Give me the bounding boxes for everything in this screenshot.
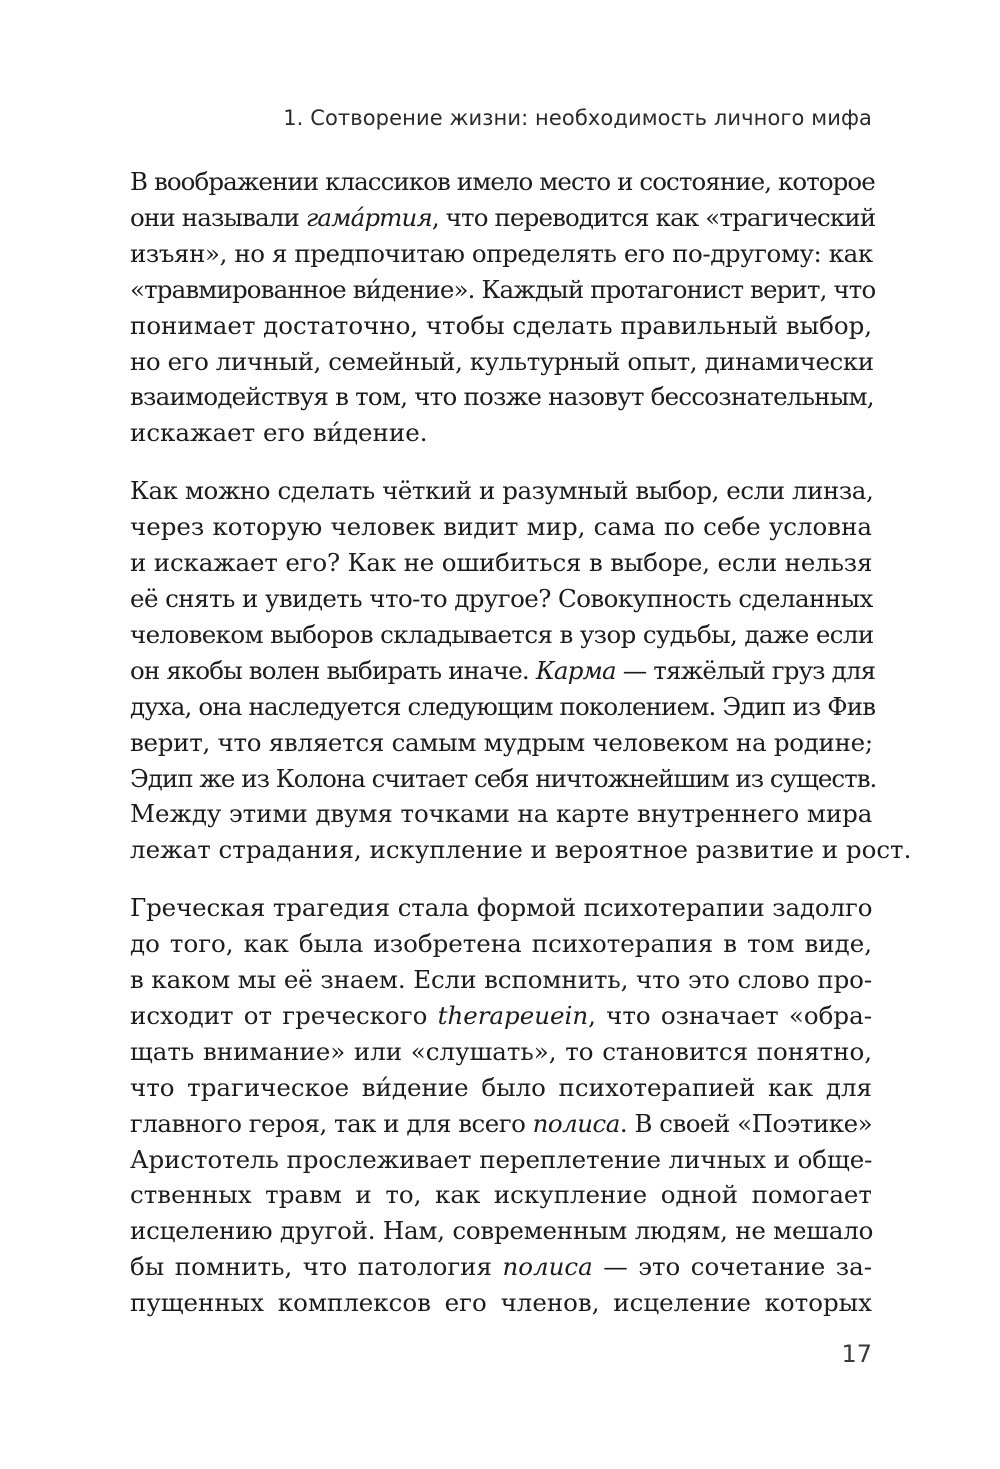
text-line <box>130 344 872 380</box>
text-line <box>130 1213 872 1249</box>
text-run: Между этими двумя точками на карте внутреннего мира <box>130 799 873 829</box>
text-run: искажает его ви́дение. <box>130 418 428 448</box>
paragraph <box>130 473 912 868</box>
text-run: но его личный, семейный, культурный опыт, динамически <box>130 346 874 376</box>
text-line <box>130 725 872 761</box>
page-number: 17 <box>841 1340 872 1368</box>
text-run: через которую человек видит мир, сама по себе условна <box>130 512 872 542</box>
paragraph <box>130 164 876 451</box>
text-line <box>130 415 872 451</box>
text-run: взаимодействуя в том, что позже назовут бессознательным, <box>130 382 874 412</box>
italic-term: therapeuein <box>437 1000 589 1030</box>
text-run: он якобы волен выбирать иначе. <box>130 655 536 685</box>
text-run: лежат страдания, искупление и вероятное развитие и рост. <box>130 835 912 865</box>
text-line <box>130 1106 872 1142</box>
text-run: исходит от греческого <box>130 1000 438 1030</box>
italic-term: гама́ртия <box>305 202 432 232</box>
text-run: они называли <box>130 202 306 232</box>
text-run: Эдип же из Колона считает себя ничтожнейшим из существ. <box>130 763 877 793</box>
text-run: в каком мы её знаем. Если вспомнить, что это слово про- <box>130 965 873 995</box>
text-line <box>130 1177 872 1213</box>
text-line <box>130 761 877 797</box>
running-head: 1. Сотворение жизни: необходимость личного мифа <box>283 106 872 130</box>
text-run: понимает достаточно, чтобы сделать правильный выбор, <box>130 310 873 340</box>
text-line <box>130 473 872 509</box>
text-line <box>130 1285 872 1321</box>
text-run: духа, она наследуется следующим поколением. Эдип из Фив <box>130 691 876 721</box>
text-line <box>130 1142 872 1178</box>
text-run: — тяжёлый груз для <box>615 655 876 685</box>
text-run: и искажает его? Как не ошибиться в выборе, если нельзя <box>130 548 873 578</box>
text-line <box>130 164 875 200</box>
text-line <box>130 509 872 545</box>
text-run: до того, как была изобретена психотерапия в том виде, <box>130 929 872 959</box>
text-run: ственных травм и то, как искупление одной помогает <box>130 1180 872 1210</box>
text-run: , что означает «обра- <box>588 1000 872 1030</box>
text-run: пущенных комплексов его членов, исцеление которых <box>130 1288 872 1318</box>
text-run: , что переводится как «трагический <box>431 202 876 232</box>
text-line <box>130 308 872 344</box>
text-run: Аристотель прослеживает переплетение личных и обще- <box>130 1144 873 1174</box>
text-run: её снять и увидеть что-то другое? Совокупность сделанных <box>130 583 873 613</box>
text-line <box>130 1070 872 1106</box>
body-text <box>130 164 912 1343</box>
text-line <box>130 832 912 868</box>
text-line <box>130 998 872 1034</box>
text-line <box>130 653 876 689</box>
text-run: главного героя, так и для всего <box>130 1108 533 1138</box>
text-line <box>130 379 872 415</box>
text-run: верит, что является самым мудрым человеком на родине; <box>130 727 873 757</box>
text-run: «травмированное ви́дение». Каждый протагонист верит, что <box>130 274 876 304</box>
text-line <box>130 272 876 308</box>
text-run: изъян», но я предпочитаю определять его по-другому: как <box>130 238 873 268</box>
text-run: — это сочетание за- <box>592 1252 873 1282</box>
text-run: Как можно сделать чёткий и разумный выбор, если линза, <box>130 476 874 506</box>
italic-term: полиса <box>532 1108 620 1138</box>
text-run: исцелению другой. Нам, современным людям, не мешало <box>130 1216 874 1246</box>
text-line <box>130 890 872 926</box>
text-run: что трагическое ви́дение было психотерапией как для <box>130 1072 872 1102</box>
text-line <box>130 617 872 653</box>
text-line <box>130 545 872 581</box>
paragraph <box>130 890 872 1321</box>
text-line <box>130 581 872 617</box>
text-line <box>130 689 876 725</box>
text-line <box>130 962 872 998</box>
text-run: щать внимание» или «слушать», то становится понятно, <box>130 1036 872 1066</box>
text-run: . В своей «Поэтике» <box>619 1108 873 1138</box>
italic-term: Карма <box>535 655 616 685</box>
text-run: человеком выборов складывается в узор судьбы, даже если <box>130 619 874 649</box>
text-run: бы помнить, что патология <box>130 1252 503 1282</box>
text-line <box>130 796 872 832</box>
text-line <box>130 1249 872 1285</box>
text-line <box>130 236 872 272</box>
text-run: Греческая трагедия стала формой психотерапии задолго <box>130 893 873 923</box>
text-run: В воображении классиков имело место и состояние, которое <box>130 167 875 196</box>
text-line <box>130 926 872 962</box>
text-line <box>130 200 876 236</box>
italic-term: полиса <box>502 1252 593 1282</box>
text-line <box>130 1034 872 1070</box>
